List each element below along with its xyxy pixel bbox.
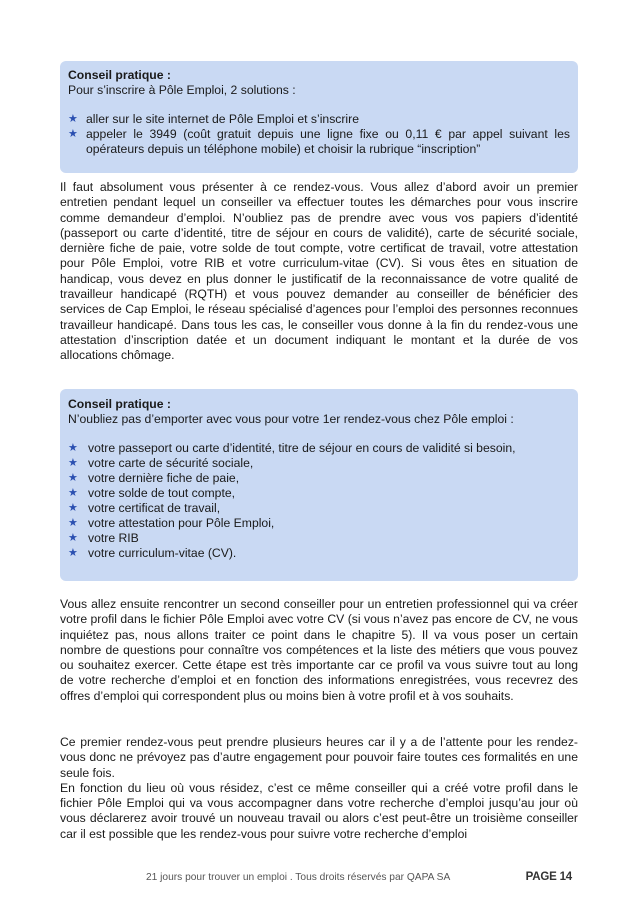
list-item: ★ votre passeport ou carte d’identité, titre de séjour en cours de validité si besoin, bbox=[68, 441, 516, 455]
list-item: ★ votre solde de tout compte, bbox=[68, 486, 236, 500]
star-icon: ★ bbox=[68, 517, 78, 529]
list-item: ★ votre carte de sécurité sociale, bbox=[68, 456, 254, 470]
star-icon: ★ bbox=[68, 128, 78, 141]
star-icon: ★ bbox=[68, 457, 78, 469]
paragraph-duration-part1: Ce premier rendez-vous peut prendre plusieurs heures car il y a de l’attente pour les rendez-vous donc ne prévoyez pas d’autre engagement pour pouvoir faire toutes ces formalités en une seule fois. bbox=[60, 735, 578, 780]
paragraph-duration-part2: En fonction du lieu où vous résidez, c’est ce même conseiller qui a créé votre profil dans le fichier Pôle Emploi qui va vous accompagner dans votre recherche d’emploi jusqu’au jour où vous déclarerez avoir trouvé un nouveau travail ou alors c’est peut-être un troisième conseiller car il est possible que les rendez-vous pour suivre votre recherche d’emploi bbox=[60, 780, 578, 841]
star-icon: ★ bbox=[68, 502, 78, 514]
list-item: ★ votre certificat de travail, bbox=[68, 501, 221, 515]
paragraph-second-advisor: Vous allez ensuite rencontrer un second conseiller pour un entretien professionnel qui va créer votre profil dans le fichier Pôle Emploi avec votre CV (si vous n’avez pas encore de CV, ne vous inquiétez pas, nous allons traiter ce point dans le chapitre 5). Il va vous poser un certain nombre de questions pour connaître vos compétences et la liste des métiers que vous pouvez ou souhaitez exercer. Cette étape est très importante car ce profil va vous suivre tout au long de votre recherche d’emploi et en fonction des informations enregistrées, vous recevrez des offres d’emploi qui correspondent plus ou moins bien à votre profil et à vos souhaits. bbox=[60, 597, 578, 703]
list-item: ★ appeler le 3949 (coût gratuit depuis une ligne fixe ou 0,11 € par appel suivant les opérateurs depuis un téléphone mobile) et choisir la rubrique “inscription” bbox=[68, 127, 570, 157]
star-icon: ★ bbox=[68, 472, 78, 484]
list-item: ★ aller sur le site internet de Pôle Emploi et s’inscrire bbox=[68, 112, 359, 126]
star-icon: ★ bbox=[68, 113, 78, 125]
page-footer bbox=[0, 872, 638, 888]
tip-subtitle: N’oubliez pas d’emporter avec vous pour votre 1er rendez-vous chez Pôle emploi : bbox=[68, 412, 514, 426]
list-item: ★ votre dernière fiche de paie, bbox=[68, 471, 240, 485]
tip-list bbox=[68, 441, 570, 561]
star-icon: ★ bbox=[68, 442, 78, 454]
list-item: ★ votre curriculum-vitae (CV). bbox=[68, 546, 237, 560]
list-item: ★ votre RIB bbox=[68, 531, 139, 545]
star-icon: ★ bbox=[68, 487, 78, 499]
tip-box-registration bbox=[60, 61, 578, 173]
star-icon: ★ bbox=[68, 532, 78, 544]
tip-subtitle: Pour s’inscrire à Pôle Emploi, 2 solutions : bbox=[68, 83, 296, 97]
footer-copyright: 21 jours pour trouver un emploi . Tous droits réservés par QAPA SA bbox=[146, 872, 451, 883]
list-item: ★ votre attestation pour Pôle Emploi, bbox=[68, 516, 275, 530]
tip-title: Conseil pratique : bbox=[68, 397, 171, 411]
star-icon: ★ bbox=[68, 547, 78, 559]
page-number: PAGE 14 bbox=[525, 871, 572, 883]
tip-list bbox=[68, 112, 570, 158]
paragraph-first-appointment: Il faut absolument vous présenter à ce rendez-vous. Vous allez d’abord avoir un premier entretien pendant lequel un conseiller va effectuer toutes les démarches pour vous inscrire comme demandeur d’emploi. N’oubliez pas de prendre avec vous vos papiers d’identité (passeport ou carte d’identité, titre de séjour en cours de validité), carte de sécurité sociale, dernière fiche de paie, votre solde de tout compte, votre certificat de travail, votre attestation pour Pôle Emploi, votre RIB et votre curriculum-vitae (CV). Si vous êtes en situation de handicap, vous devez en plus donner le justificatif de la reconnaissance de votre qualité de travailleur handicapé (RQTH) et vous pouvez demander au conseiller de bénéficier des services de Cap Emploi, le réseau spécialisé d’agences pour l’emploi des personnes reconnues travailleur handicapé. Dans tous les cas, le conseiller vous donne à la fin du rendez-vous une attestation d’inscription datée et un document indiquant le montant et la durée de vos allocations chômage. bbox=[60, 180, 578, 363]
tip-title: Conseil pratique : bbox=[68, 68, 171, 82]
paragraph-duration bbox=[60, 735, 578, 842]
tip-box-documents bbox=[60, 389, 578, 581]
